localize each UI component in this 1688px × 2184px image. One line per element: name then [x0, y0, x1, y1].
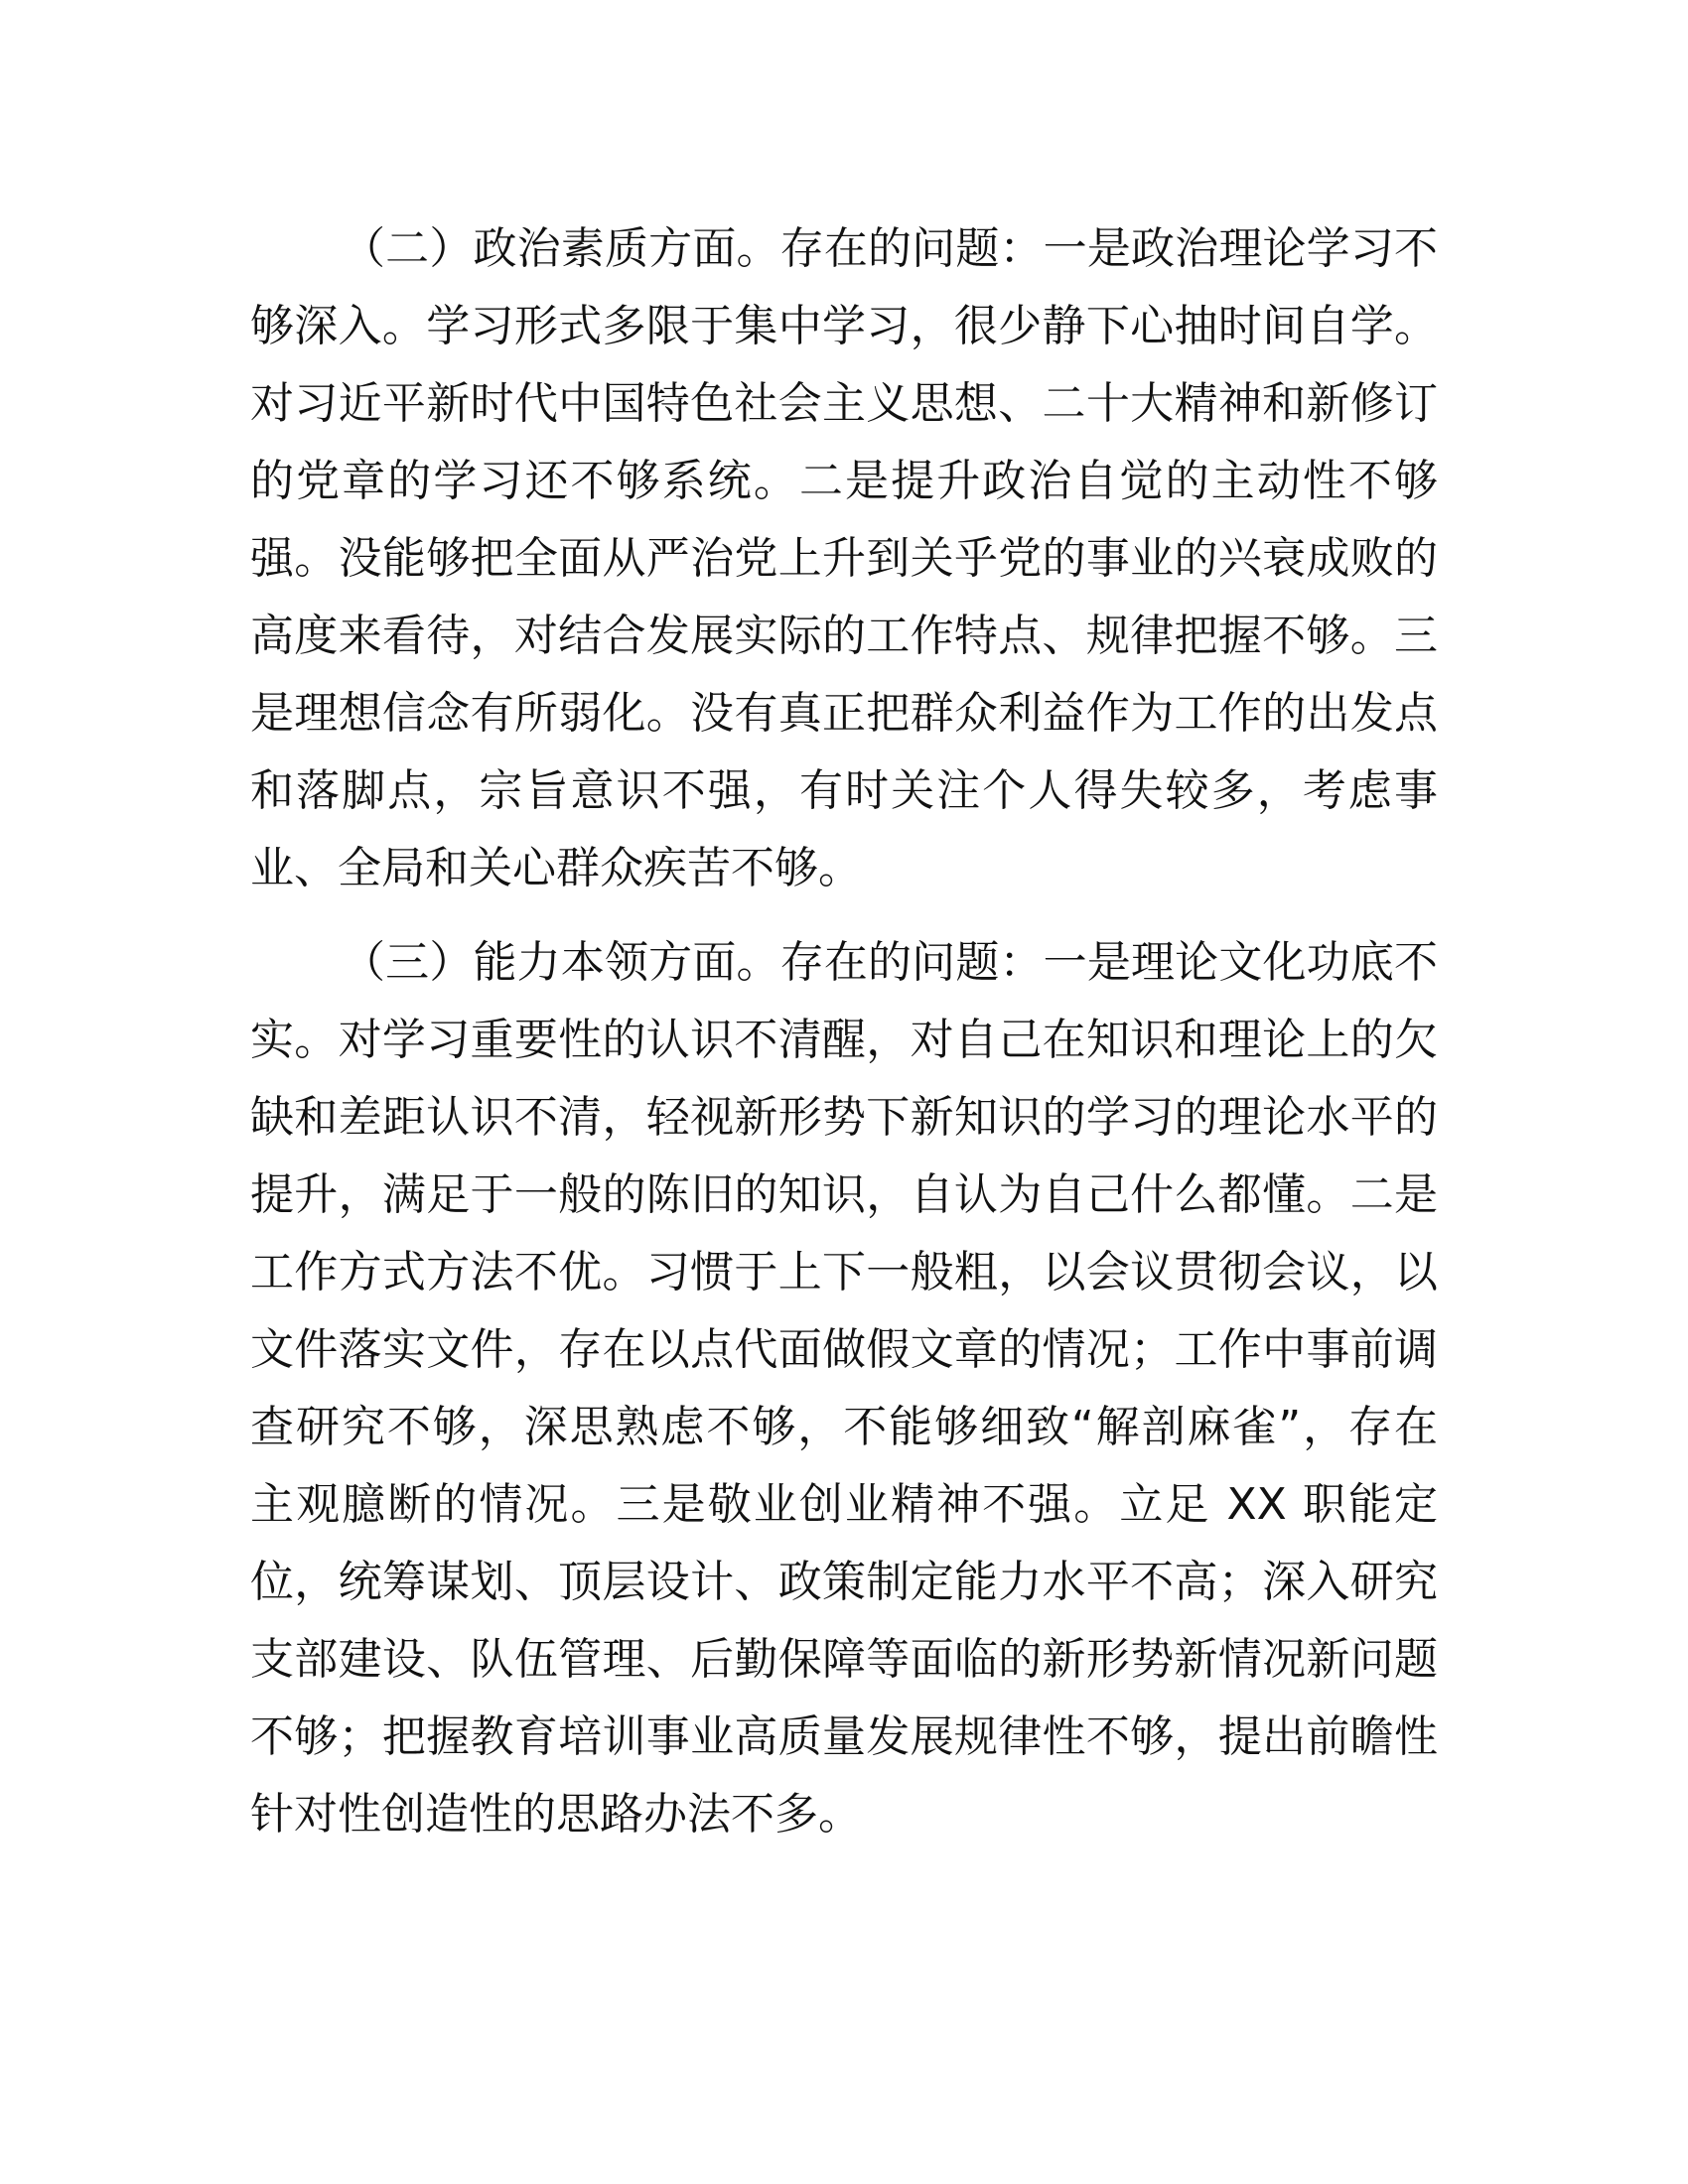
document-page [250, 210, 1438, 1870]
paragraph-line: 和落脚点，宗旨意识不强，有时关注个人得失较多，考虑事 [250, 765, 1438, 816]
paragraph-line: （三）能力本领方面。存在的问题：一是理论文化功底不 [342, 937, 1438, 988]
paragraph-ability-skills [250, 924, 1438, 1853]
paragraph-line: 主观臆断的情况。三是敬业创业精神不强。立足 XX 职能定 [250, 1479, 1438, 1530]
paragraph-line: 位，统筹谋划、顶层设计、政策制定能力水平不高；深入研究 [250, 1557, 1438, 1607]
paragraph-line: 对习近平新时代中国特色社会主义思想、二十大精神和新修订 [250, 378, 1438, 429]
paragraph-line: 文件落实文件，存在以点代面做假文章的情况；工作中事前调 [250, 1324, 1438, 1375]
paragraph-line: 高度来看待，对结合发展实际的工作特点、规律把握不够。三 [250, 611, 1438, 661]
paragraph-line: 够深入。学习形式多限于集中学习，很少静下心抽时间自学。 [250, 301, 1438, 351]
paragraph-line: 针对性创造性的思路办法不多。 [250, 1789, 862, 1840]
paragraph-line: 支部建设、队伍管理、后勤保障等面临的新形势新情况新问题 [250, 1634, 1438, 1685]
paragraph-line: 实。对学习重要性的认识不清醒，对自己在知识和理论上的欠 [250, 1015, 1438, 1065]
paragraph-line: （二）政治素质方面。存在的问题：一是政治理论学习不 [342, 223, 1438, 274]
paragraph-line: 工作方式方法不优。习惯于上下一般粗，以会议贯彻会议，以 [250, 1247, 1438, 1297]
paragraph-line: 查研究不够，深思熟虑不够，不能够细致“解剖麻雀”，存在 [250, 1402, 1438, 1452]
paragraph-line: 是理想信念有所弱化。没有真正把群众利益作为工作的出发点 [250, 688, 1438, 739]
paragraph-line: 的党章的学习还不够系统。二是提升政治自觉的主动性不够 [250, 456, 1438, 506]
paragraph-line: 提升，满足于一般的陈旧的知识，自认为自己什么都懂。二是 [250, 1169, 1438, 1220]
paragraph-line: 业、全局和关心群众疾苦不够。 [250, 843, 862, 893]
paragraph-line: 缺和差距认识不清，轻视新形势下新知识的学习的理论水平的 [250, 1092, 1438, 1143]
paragraph-line: 不够；把握教育培训事业高质量发展规律性不够，提出前瞻性 [250, 1711, 1438, 1762]
paragraph-political-quality [250, 210, 1438, 907]
paragraph-line: 强。没能够把全面从严治党上升到关乎党的事业的兴衰成败的 [250, 533, 1438, 584]
